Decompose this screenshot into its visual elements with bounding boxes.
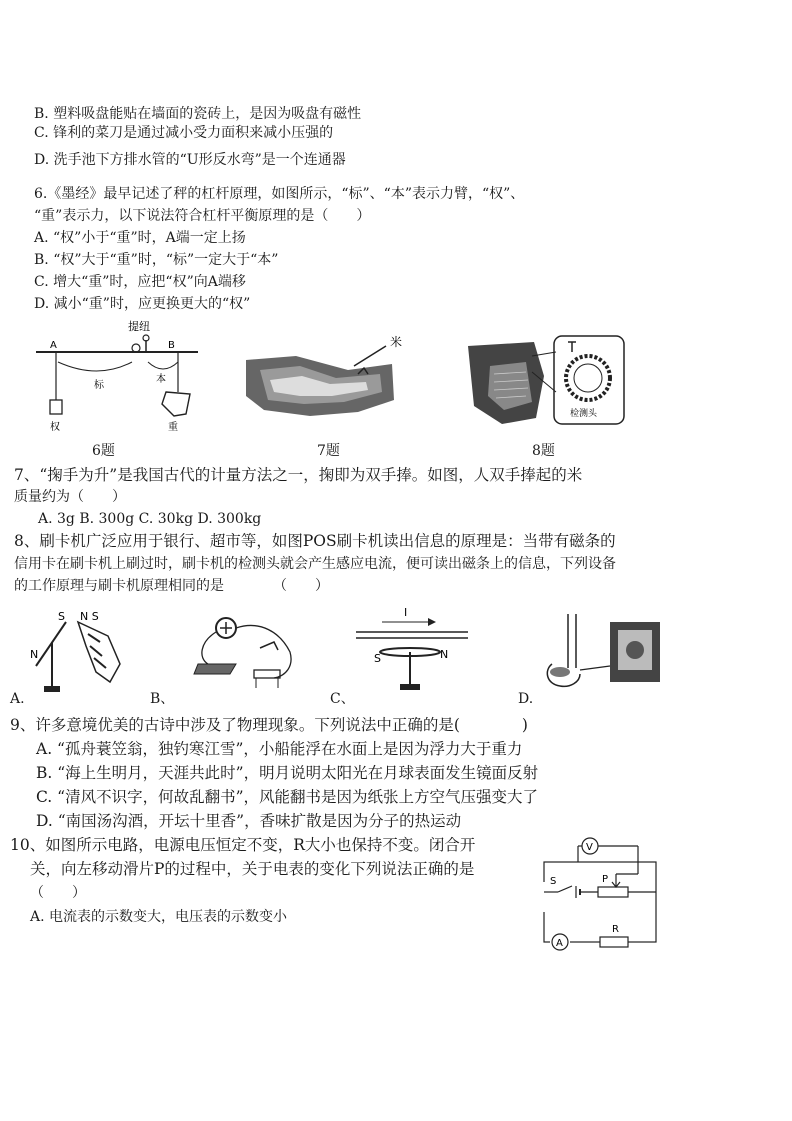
fig8-label-head: 检测头: [570, 409, 598, 419]
q7-options: A. 3g B. 300g C. 30kg D. 300kg: [38, 511, 262, 527]
q9-option-c: C. “清风不识字，何故乱翻书”，风能翻书是因为纸张上方空气压强变大了: [36, 788, 539, 806]
caption-fig8: 8题: [532, 443, 555, 459]
q5-option-c: C. 锋利的菜刀是通过减小受力面积来减小压强的: [34, 125, 334, 141]
q8-stem-line2: 信用卡在刷卡机上刷过时，刷卡机的检测头就会产生感应电流，便可读出磁条上的信息，下列设备: [14, 556, 616, 572]
q8-stem-line1: 8、刷卡机广泛应用于银行、超市等，如图POS刷卡机读出信息的原理是：当带有磁条的: [14, 532, 616, 550]
circuit-resistor-label: R: [612, 924, 619, 935]
q6-option-c: C. 增大“重”时，应把“权”向A端移: [34, 274, 246, 290]
q8-option-b: B、: [150, 691, 175, 707]
fig6-label-a: A: [50, 340, 57, 351]
q8-fig-a: [28, 606, 138, 700]
q8-fig-d: [540, 610, 670, 694]
caption-fig7: 7题: [317, 443, 340, 459]
q8-option-a: A.: [10, 691, 25, 707]
q10-circuit: [538, 832, 664, 954]
q8-fig-c: [352, 604, 472, 696]
q5-option-d: D. 洗手池下方排水管的“U形反水弯”是一个连通器: [34, 152, 346, 168]
q9-option-d: D. “南国汤沟酒，开坛十里香”，香味扩散是因为分子的热运动: [36, 812, 462, 830]
fig6-label-biao: 标: [94, 380, 104, 391]
q8-option-c: C、: [330, 691, 355, 707]
q7-stem-line2: 质量约为（ ）: [14, 489, 126, 505]
q10-stem-line2: 关，向左移动滑片P的过程中，关于电表的变化下列说法正确的是: [30, 860, 475, 878]
circuit-voltmeter-label: V: [586, 842, 593, 853]
fig6-steelyard: [28, 318, 208, 438]
fig8-pos-reader: [460, 326, 630, 436]
fig6-label-knob: 提纽: [128, 320, 150, 333]
q9-option-a: A. “孤舟蓑笠翁，独钓寒江雪”，小船能浮在水面上是因为浮力大于重力: [36, 740, 523, 758]
q6-stem-line2: “重”表示力，以下说法符合杠杆平衡原理的是（ ）: [34, 208, 371, 224]
q8-fig-c-i: I: [404, 606, 408, 619]
q10-option-a: A. 电流表的示数变大，电压表的示数变小: [30, 909, 288, 925]
fig7-hands-rice: [240, 330, 410, 430]
q6-option-d: D. 减小“重”时，应更换更大的“权”: [34, 296, 251, 312]
q7-stem-line1: 7、“掬手为升”是我国古代的计量方法之一，掬即为双手捧。如图，人双手捧起的米: [14, 466, 583, 484]
q5-option-b: B. 塑料吸盘能贴在墙面的瓷砖上，是因为吸盘有磁性: [34, 106, 362, 122]
q8-stem-line3: 的工作原理与刷卡机原理相同的是 （ ）: [14, 578, 329, 594]
q8-fig-c-s: S: [374, 652, 381, 665]
q10-stem-line3: （ ）: [30, 885, 86, 901]
circuit-ammeter-label: A: [556, 938, 563, 949]
q6-stem-line1: 6.《墨经》最早记述了秤的杠杆原理，如图所示，“标”、“本”表示力臂，“权”、: [34, 186, 525, 202]
fig6-label-quan: 权: [50, 422, 60, 433]
caption-fig6: 6题: [92, 443, 115, 459]
q8-option-d: D.: [518, 691, 534, 707]
q8-fig-a-s: S: [58, 610, 65, 623]
fig6-label-b: B: [168, 340, 175, 351]
q10-stem-line1: 10、如图所示电路，电源电压恒定不变，R大小也保持不变。闭合开: [10, 836, 476, 854]
fig7-label-rice: 米: [390, 335, 403, 349]
q9-stem: 9、许多意境优美的古诗中涉及了物理现象。下列说法中正确的是( ): [10, 716, 528, 734]
q6-option-b: B. “权”大于“重”时，“标”一定大于“本”: [34, 252, 279, 268]
q9-option-b: B. “海上生明月，天涯共此时”，明月说明太阳光在月球表面发生镜面反射: [36, 764, 539, 782]
q8-fig-c-n: N: [440, 648, 449, 661]
circuit-slider-label: P: [602, 874, 609, 885]
q8-fig-a-n: N: [30, 648, 39, 661]
q8-fig-a-ns: N S: [80, 610, 99, 623]
fig6-label-ben: 本: [156, 374, 166, 385]
q6-option-a: A. “权”小于“重”时，A端一定上扬: [34, 230, 246, 246]
q8-fig-b: [190, 612, 310, 692]
fig6-label-zhong: 重: [168, 422, 178, 433]
circuit-switch-label: S: [550, 876, 557, 887]
